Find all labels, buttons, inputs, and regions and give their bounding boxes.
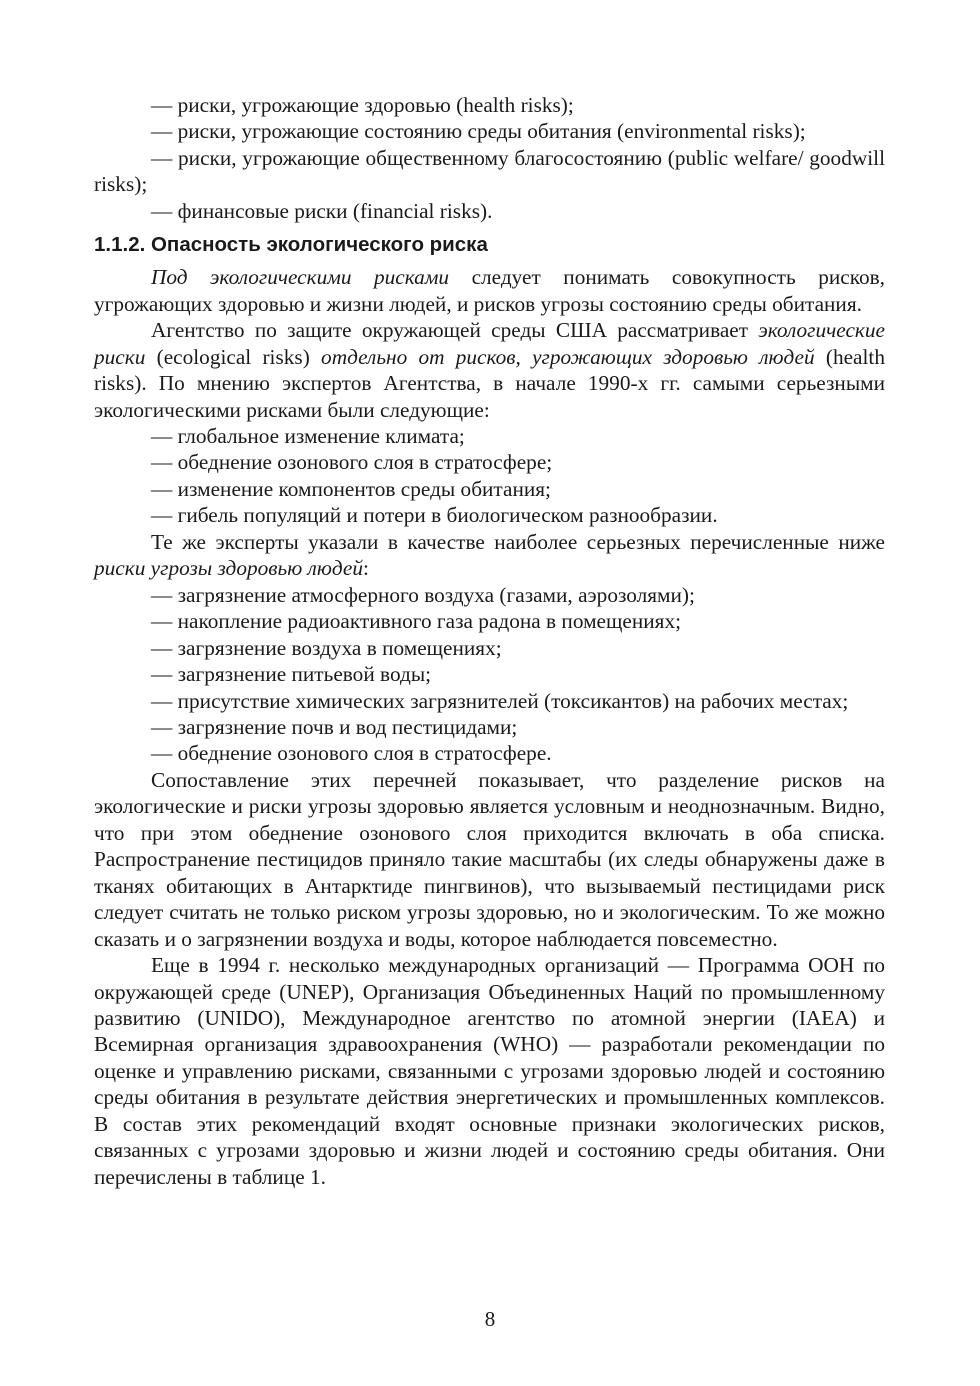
section-heading: 1.1.2. Опасность экологического риска	[94, 233, 488, 257]
list-item: — изменение компонентов среды обитания;	[151, 476, 551, 501]
paragraph-text: (ecological risks)	[145, 344, 322, 369]
list-item: — присутствие химических загрязнителей (токсикантов) на рабочих местах;	[151, 688, 849, 713]
page-content	[94, 92, 885, 1190]
list-item: — накопление радиоактивного газа радона в помещениях;	[151, 609, 682, 634]
italic-term: отдельно от рисков, угрожающих здоровью людей	[321, 344, 815, 369]
paragraph-text: (health risks). По мнению экспертов Агентства, в начале 1990-х гг. самыми серьезными экологическими рисками были следующие:	[94, 344, 885, 422]
page-number: 8	[484, 1307, 496, 1331]
paragraph	[94, 264, 885, 317]
list-item: — обеднение озонового слоя в стратосфере;	[151, 450, 553, 475]
list-item: — риски, угрожающие общественному благосостоянию (public welfare/ goodwill risks);	[94, 145, 885, 197]
list-item: — глобальное изменение климата;	[151, 423, 465, 448]
list-item: — обеднение озонового слоя в стратосфере.	[151, 741, 552, 766]
italic-term: Под экологическими рисками	[151, 265, 450, 290]
paragraph-text: следует понимать совокупность рисков, угрожающих здоровью и жизни людей, и рисков угрозы состоянию среды обитания.	[94, 265, 885, 316]
paragraph	[94, 529, 885, 582]
list-item: — финансовые риски (financial risks).	[151, 198, 493, 223]
list-item: — гибель популяций и потери в биологическом разнообразии.	[151, 503, 718, 528]
paragraph-text: Те же эксперты указали в качестве наиболее серьезных перечисленные ниже	[151, 529, 885, 554]
list-item: — загрязнение воздуха в помещениях;	[151, 635, 502, 660]
list-item: — загрязнение питьевой воды;	[151, 662, 432, 687]
list-item: — риски, угрожающие состоянию среды обитания (environmental risks);	[151, 119, 806, 144]
list-item: — загрязнение почв и вод пестицидами;	[151, 714, 518, 739]
paragraph-text: Агентство по защите окружающей среды США рассматривает	[151, 318, 759, 343]
italic-term: риски угрозы здоровью людей	[94, 556, 363, 581]
paragraph	[94, 317, 885, 423]
paragraph: Сопоставление этих перечней показывает, что разделение рисков на экологические и риски угрозы здоровью является условным и неоднозначным. Видно, что при этом обеднение озонового слоя приходится включать в оба списка. Распространение пестицидов приняло такие масштабы (их следы обнаружены даже в тканях обитающих в Антарктиде пингвинов), что вызываемый пестицидами риск следует считать не только риском угрозы здоровью, но и экологическим. То же можно сказать и о загрязнении воздуха и воды, которое наблюдается повсеместно.	[94, 767, 885, 951]
paragraph: Еще в 1994 г. несколько международных организаций — Программа ООН по окружающей среде (UNEP), Организация Объединенных Наций по промышленному развитию (UNIDO), Международное агентство по атомной энергии (IAEA) и Всемирная организация здравоохранения (WHO) — разработали рекомендации по оценке и управлению рисками, связанными с угрозами здоровью людей и состоянию среды обитания в результате действия энергетических и промышленных комплексов. В состав этих рекомендаций входят основные признаки экологических рисков, связанных с угрозами здоровью и жизни людей и состоянию среды обитания. Они перечислены в таблице 1.	[94, 953, 885, 1189]
list-item: — загрязнение атмосферного воздуха (газами, аэрозолями);	[151, 582, 695, 607]
paragraph-text: :	[362, 556, 369, 581]
italic-term: экологические риски	[94, 318, 885, 369]
list-item: — риски, угрожающие здоровью (health risks);	[151, 93, 574, 117]
